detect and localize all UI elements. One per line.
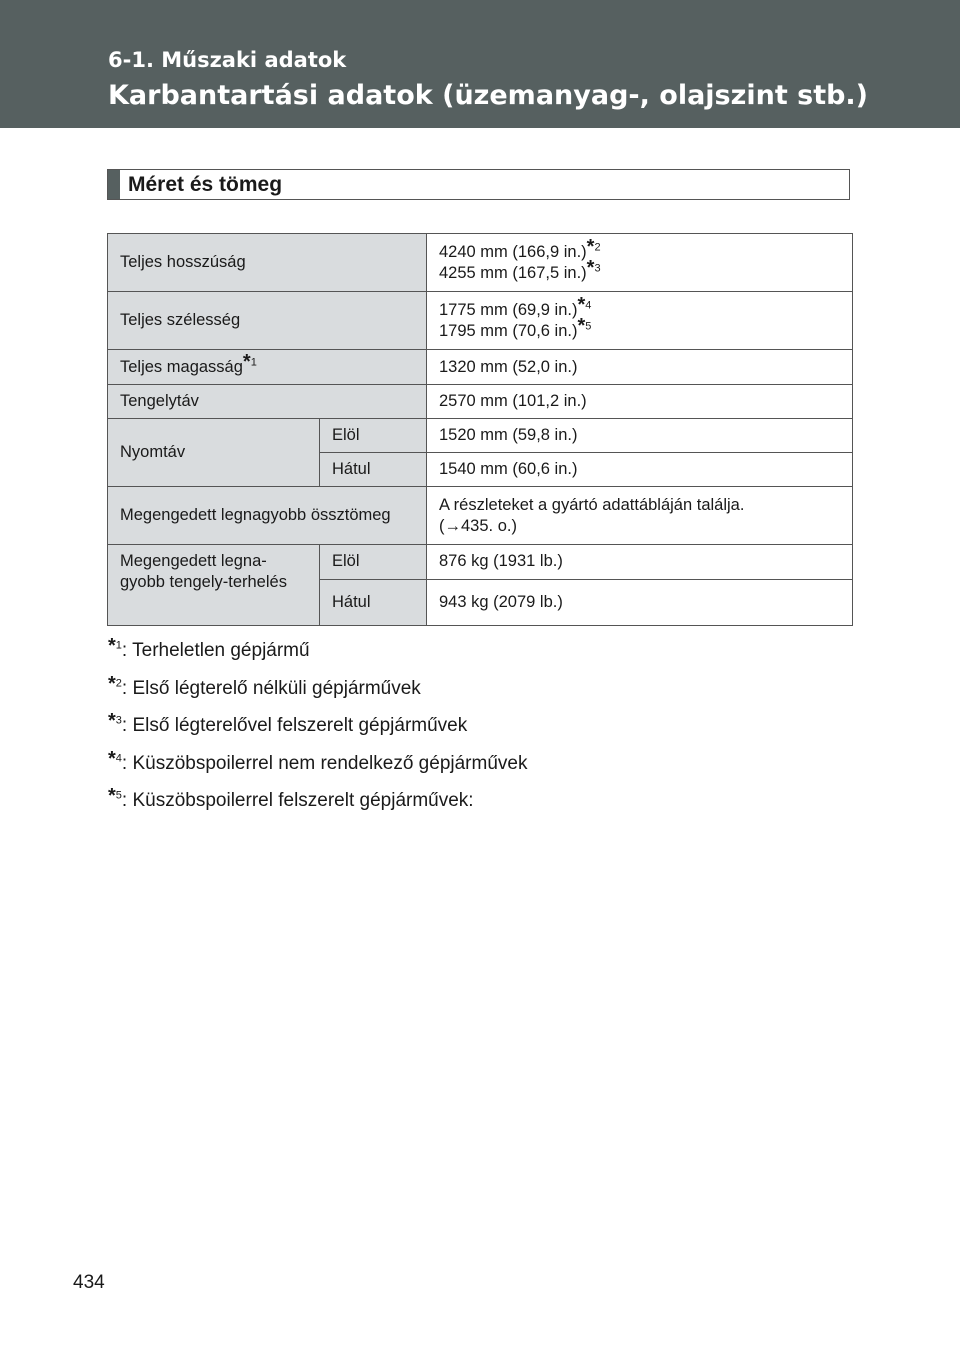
table-row — [108, 292, 853, 350]
table-row — [108, 350, 853, 385]
row-value: 1540 mm (60,6 in.) — [427, 453, 853, 487]
section-heading — [107, 169, 850, 200]
row-value: 1320 mm (52,0 in.) — [427, 350, 853, 385]
row-value: 1775 mm (69,9 in.)*$^4$ 1795 mm (70,6 in.)*$^5$ — [427, 292, 853, 350]
row-value: 1520 mm (59,8 in.) — [427, 419, 853, 453]
table-row — [108, 385, 853, 419]
row-label: Megengedett legna-gyobb tengely-terhelés — [108, 545, 320, 626]
sub-label-front: Elöl — [320, 545, 427, 580]
page-title: Karbantartási adatok (üzemanyag-, olajszint stb.) — [108, 80, 869, 111]
row-label: Nyomtáv — [108, 419, 320, 487]
table-row — [108, 419, 853, 453]
row-label: Teljes hosszúság — [108, 234, 427, 292]
sub-label-rear: Hátul — [320, 453, 427, 487]
sub-label-front: Elöl — [320, 419, 427, 453]
row-label: Tengelytáv — [108, 385, 427, 419]
footnote-item: *$^4$: Küszöbspoilerrel nem rendelkező gépjárművek — [108, 747, 528, 774]
footnote-item: *$^5$: Küszöbspoilerrel felszerelt gépjárművek: — [108, 785, 474, 811]
row-label: Teljes szélesség — [108, 292, 427, 350]
row-value: 876 kg (1931 lb.) — [427, 545, 853, 580]
footnote-item: *$^1$: Terheletlen gépjármű — [108, 635, 310, 661]
page-number: 434 — [73, 1272, 105, 1293]
table-row — [108, 487, 853, 545]
footnotes — [108, 636, 527, 824]
row-label: Megengedett legnagyobb össztömeg — [108, 487, 427, 545]
row-value: 4240 mm (166,9 in.)*$^2$ 4255 mm (167,5 in.)*$^3$ — [427, 234, 853, 292]
table-row — [108, 234, 853, 292]
footnote-item: *$^3$: Első légterelővel felszerelt gépjárművek — [108, 710, 468, 736]
section-heading-text: Méret és tömeg — [128, 173, 283, 196]
section-heading-bar — [108, 170, 120, 199]
row-value: 943 kg (2079 lb.) — [427, 580, 853, 626]
footnote-item: *$^2$: Első légterelő nélküli gépjárművek — [108, 672, 421, 699]
dimensions-table — [107, 233, 853, 626]
sub-label-rear: Hátul — [320, 580, 427, 626]
chapter-subtitle: 6-1. Műszaki adatok — [108, 48, 347, 72]
table-row — [108, 545, 853, 580]
row-label: Teljes magasság*$^1$ — [108, 350, 427, 385]
chapter-header — [0, 0, 960, 128]
row-value: 2570 mm (101,2 in.) — [427, 385, 853, 419]
row-value: A részleteket a gyártó adattábláján találja. (→435. o.) — [427, 487, 853, 545]
